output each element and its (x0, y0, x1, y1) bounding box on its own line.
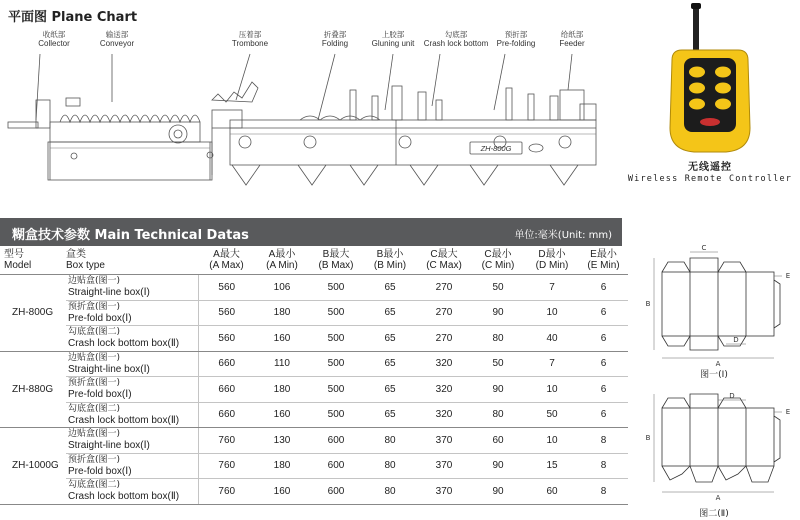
col-header-d-min (525, 247, 579, 275)
value-cell: 50 (471, 275, 525, 301)
value-cell: 6 (579, 351, 628, 377)
table-row (0, 479, 628, 505)
model-cell: ZH-1000G (0, 428, 66, 505)
section-label-zh: 输送部 (105, 30, 129, 39)
tech-data-header (0, 218, 622, 246)
dim-label-e: E (785, 408, 791, 416)
value-cell: 80 (363, 479, 417, 505)
col-header-en: (E Min) (587, 260, 620, 271)
tech-data-unit: 单位:毫米(Unit: mm) (514, 230, 612, 241)
box-type-zh: 预折盒(图一) (68, 454, 121, 465)
box-type-cell (66, 453, 198, 479)
table-row (0, 326, 628, 352)
model-cell: ZH-800G (0, 275, 66, 352)
value-cell: 180 (255, 453, 309, 479)
value-cell: 6 (579, 300, 628, 326)
value-cell: 60 (471, 428, 525, 454)
box-type-cell (66, 377, 198, 403)
col-header-zh: A最大 (213, 249, 240, 260)
value-cell: 270 (417, 275, 471, 301)
col-header-b-max (309, 247, 363, 275)
machine-plane-chart (0, 30, 640, 200)
box-type-en: Crash lock bottom box(Ⅱ) (68, 338, 180, 350)
spec-table-body (0, 275, 628, 505)
value-cell: 180 (255, 300, 309, 326)
value-cell: 10 (525, 428, 579, 454)
col-header-zh: C最大 (430, 249, 458, 260)
value-cell: 500 (309, 300, 363, 326)
value-cell: 80 (363, 453, 417, 479)
box-type-zh: 边贴盒(图一) (68, 352, 121, 363)
col-header-zh: C最小 (484, 249, 512, 260)
col-header-zh: A最小 (268, 249, 296, 260)
col-header-en: (B Max) (318, 260, 354, 271)
box-type-en: Pre-fold box(Ⅰ) (68, 389, 132, 401)
spec-table (0, 247, 628, 505)
value-cell: 80 (471, 326, 525, 352)
box-type-en: Straight-line box(Ⅰ) (68, 287, 150, 299)
dim-label-b: B (645, 434, 651, 442)
value-cell: 370 (417, 453, 471, 479)
box-type-cell (66, 479, 198, 505)
col-header-box-type (66, 247, 198, 275)
table-row (0, 377, 628, 403)
plane-chart-title: 平面图 Plane Chart (8, 10, 138, 25)
col-header-zh: 型号 (4, 249, 24, 260)
box-type-cell (66, 402, 198, 428)
value-cell: 8 (579, 479, 628, 505)
value-cell: 370 (417, 428, 471, 454)
box-type-zh: 勾底盒(图二) (68, 327, 121, 338)
dim-label-d: D (729, 392, 735, 400)
dim-label-a: A (715, 360, 721, 368)
dim-label-b: B (645, 300, 651, 308)
value-cell: 80 (471, 402, 525, 428)
section-label-zh: 上胶部 (381, 30, 405, 39)
box-diagrams (640, 240, 800, 520)
remote-title-zh: 无线遥控 (688, 162, 732, 173)
tech-data-title: 糊盒技术参数 Main Technical Datas (12, 228, 249, 243)
box-type-zh: 勾底盒(图二) (68, 403, 121, 414)
section-label-en: Feeder (559, 39, 585, 48)
value-cell: 320 (417, 377, 471, 403)
col-header-a-max (198, 247, 255, 275)
value-cell: 560 (198, 275, 255, 301)
box-type-en: Straight-line box(Ⅰ) (68, 363, 150, 375)
table-row (0, 428, 628, 454)
col-header-e-min (579, 247, 628, 275)
value-cell: 270 (417, 300, 471, 326)
value-cell: 760 (198, 453, 255, 479)
dim-label-e: E (785, 272, 791, 280)
col-header-model (0, 247, 66, 275)
value-cell: 90 (471, 479, 525, 505)
value-cell: 110 (255, 351, 309, 377)
section-label-zh: 给纸部 (560, 30, 584, 39)
dim-label-c: C (701, 244, 707, 252)
machine-model-label: ZH-800G (480, 144, 512, 153)
section-label-en: Crash lock bottom (423, 39, 489, 48)
col-header-c-max (417, 247, 471, 275)
machine-drawing (0, 30, 640, 200)
box-diagram-drawing (640, 240, 800, 520)
value-cell: 80 (363, 428, 417, 454)
value-cell: 130 (255, 428, 309, 454)
col-header-en: (C Min) (481, 260, 515, 271)
col-header-c-min (471, 247, 525, 275)
col-header-a-min (255, 247, 309, 275)
value-cell: 50 (471, 351, 525, 377)
value-cell: 600 (309, 453, 363, 479)
section-label-en: Gluning unit (371, 39, 415, 48)
section-label-en: Conveyor (99, 39, 135, 48)
section-label-en: Pre-folding (496, 39, 536, 48)
value-cell: 180 (255, 377, 309, 403)
value-cell: 7 (525, 275, 579, 301)
section-label-en: Collector (38, 39, 70, 48)
box-type-zh: 预折盒(图一) (68, 301, 121, 312)
value-cell: 320 (417, 351, 471, 377)
section-label-zh: 预折部 (504, 30, 528, 39)
section-label-zh: 折叠部 (323, 30, 347, 39)
value-cell: 65 (363, 300, 417, 326)
col-header-en: (A Max) (209, 260, 244, 271)
value-cell: 6 (579, 275, 628, 301)
value-cell: 560 (198, 326, 255, 352)
value-cell: 6 (579, 377, 628, 403)
col-header-zh: D最小 (538, 249, 566, 260)
remote-title-en: Wireless Remote Controller (627, 174, 793, 184)
box-type-cell (66, 428, 198, 454)
value-cell: 160 (255, 479, 309, 505)
table-row (0, 275, 628, 301)
remote-controller-icon (620, 0, 800, 160)
box-type-cell (66, 275, 198, 301)
value-cell: 560 (198, 300, 255, 326)
col-header-b-min (363, 247, 417, 275)
value-cell: 270 (417, 326, 471, 352)
value-cell: 760 (198, 479, 255, 505)
box-type-zh: 边贴盒(图一) (68, 276, 121, 287)
section-label-zh: 勾底部 (444, 30, 468, 39)
value-cell: 10 (525, 300, 579, 326)
table-row (0, 402, 628, 428)
value-cell: 60 (525, 479, 579, 505)
col-header-en: (B Min) (373, 260, 407, 271)
col-header-en: (D Min) (535, 260, 569, 271)
box-type-cell (66, 300, 198, 326)
value-cell: 65 (363, 275, 417, 301)
section-label-zh: 收纸部 (42, 30, 66, 39)
value-cell: 8 (579, 453, 628, 479)
dim-label-a: A (715, 494, 721, 502)
table-row (0, 351, 628, 377)
value-cell: 660 (198, 377, 255, 403)
value-cell: 10 (525, 377, 579, 403)
spec-table-header-row (0, 247, 628, 275)
value-cell: 160 (255, 326, 309, 352)
box-type-cell (66, 351, 198, 377)
box-type-zh: 预折盒(图一) (68, 378, 121, 389)
value-cell: 660 (198, 351, 255, 377)
value-cell: 370 (417, 479, 471, 505)
value-cell: 6 (579, 402, 628, 428)
col-header-zh: 盒类 (66, 249, 86, 260)
value-cell: 660 (198, 402, 255, 428)
value-cell: 160 (255, 402, 309, 428)
box-type-en: Crash lock bottom box(Ⅱ) (68, 414, 180, 426)
value-cell: 106 (255, 275, 309, 301)
col-header-zh: B最大 (322, 249, 350, 260)
box-type-zh: 边贴盒(图一) (68, 429, 121, 440)
value-cell: 500 (309, 351, 363, 377)
dim-label-d: D (733, 336, 739, 344)
value-cell: 7 (525, 351, 579, 377)
value-cell: 65 (363, 326, 417, 352)
col-header-zh: B最小 (376, 249, 404, 260)
col-header-en: (C Max) (426, 260, 462, 271)
col-header-en: Box type (66, 260, 105, 271)
section-label-en: Trombone (231, 39, 269, 48)
box-type-en: Pre-fold box(Ⅰ) (68, 312, 132, 324)
value-cell: 90 (471, 377, 525, 403)
box-type-en: Straight-line box(Ⅰ) (68, 440, 150, 452)
value-cell: 65 (363, 402, 417, 428)
value-cell: 8 (579, 428, 628, 454)
value-cell: 65 (363, 377, 417, 403)
value-cell: 90 (471, 300, 525, 326)
value-cell: 320 (417, 402, 471, 428)
figure-2-label: 图二(Ⅱ) (699, 509, 729, 519)
value-cell: 500 (309, 326, 363, 352)
value-cell: 90 (471, 453, 525, 479)
value-cell: 500 (309, 402, 363, 428)
col-header-en: Model (4, 260, 32, 271)
col-header-zh: E最小 (590, 249, 617, 260)
value-cell: 40 (525, 326, 579, 352)
remote-controller-section (620, 0, 800, 200)
table-row (0, 300, 628, 326)
value-cell: 600 (309, 428, 363, 454)
model-cell: ZH-880G (0, 351, 66, 428)
box-type-cell (66, 326, 198, 352)
value-cell: 500 (309, 275, 363, 301)
section-label-zh: 压着部 (238, 30, 262, 39)
value-cell: 50 (525, 402, 579, 428)
value-cell: 500 (309, 377, 363, 403)
box-type-en: Pre-fold box(Ⅰ) (68, 465, 132, 477)
value-cell: 6 (579, 326, 628, 352)
value-cell: 600 (309, 479, 363, 505)
box-type-en: Crash lock bottom box(Ⅱ) (68, 491, 180, 503)
value-cell: 15 (525, 453, 579, 479)
table-row (0, 453, 628, 479)
section-label-en: Folding (321, 39, 349, 48)
value-cell: 65 (363, 351, 417, 377)
box-type-zh: 勾底盒(图二) (68, 480, 121, 491)
figure-1-label: 图一(Ⅰ) (700, 370, 728, 380)
col-header-en: (A Min) (266, 260, 298, 271)
value-cell: 760 (198, 428, 255, 454)
